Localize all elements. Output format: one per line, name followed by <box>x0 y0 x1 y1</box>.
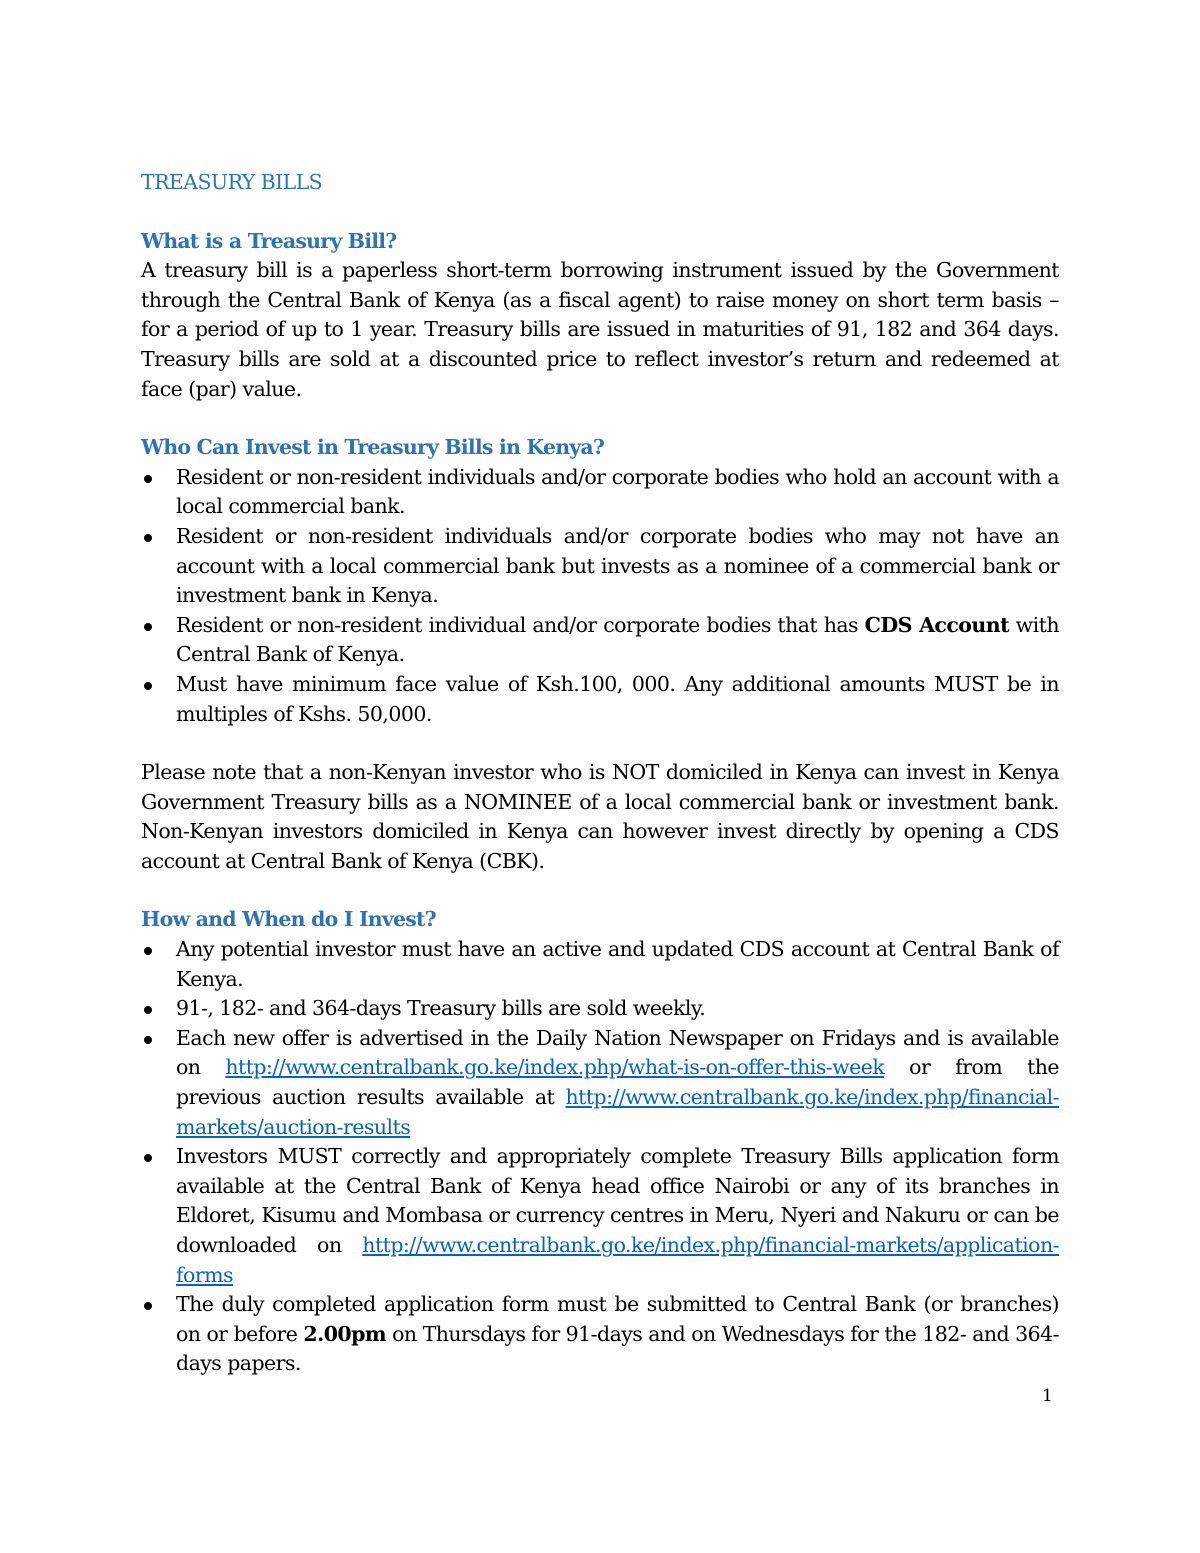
bullet-icon <box>144 623 152 631</box>
list-item-text: Any potential investor must have an active and updated CDS account at Central Bank of Kenya. <box>176 937 1059 991</box>
who-can-invest-list <box>141 463 1059 729</box>
heading-how-and-when: How and When do I Invest? <box>141 907 436 932</box>
list-item <box>141 670 1059 729</box>
list-item-text: Resident or non-resident individual and/or corporate bodies that has <box>176 612 865 637</box>
list-item-text: Must have minimum face value of Ksh.100, 000. Any additional amounts MUST be in multiples of Kshs. 50,000. <box>176 671 1059 726</box>
bullet-icon <box>144 1302 152 1310</box>
bullet-icon <box>144 1006 152 1014</box>
paragraph-note: Please note that a non-Kenyan investor who is NOT domiciled in Kenya can invest in Kenya Government Treasury bills as a NOMINEE of a local commercial bank or investment bank. Non-Kenyan investors domiciled in Kenya can however invest directly by opening a CDS account at Central Bank of Kenya (CBK). <box>141 760 1059 873</box>
spacer <box>141 729 1059 758</box>
bold-text: CDS Account <box>864 612 1010 637</box>
page-number: 1 <box>1042 1386 1053 1406</box>
list-item-text: Investors MUST correctly and appropriately complete Treasury Bills application form available at the Central Bank of Kenya head office Nairobi or any of its branches in Eldoret, Kisumu and Mombasa or currency centres in Meru, Nyeri and Nakuru or can be downloaded on <box>176 1144 1059 1257</box>
list-item <box>141 994 1059 1024</box>
how-to-invest-list <box>141 935 1059 1379</box>
list-item-text: Resident or non-resident individuals and/or corporate bodies who hold an account with a local commercial bank. <box>176 464 1059 519</box>
bullet-icon <box>144 947 152 955</box>
bullet-icon <box>144 1036 152 1044</box>
list-item-text: The duly completed application form must be submitted to Central Bank (or branches) on or before <box>176 1292 1059 1346</box>
bullet-icon <box>144 475 152 483</box>
heading-who-can-invest: Who Can Invest in Treasury Bills in Kenya? <box>141 435 605 460</box>
bullet-icon <box>144 534 152 542</box>
list-item-text: with Central Bank of Kenya. <box>176 612 1059 667</box>
paragraph-definition: A treasury bill is a paperless short-term borrowing instrument issued by the Government through the Central Bank of Kenya (as a fiscal agent) to raise money on short term basis – for a period of up to 1 year. Treasury bills are issued in maturities of 91, 182 and 364 days. Treasury bills are sold at a discounted price to reflect investor’s return and redeemed at face (par) value. <box>141 258 1059 401</box>
list-item-text: 91-, 182- and 364-days Treasury bills are sold weekly. <box>176 996 706 1021</box>
document-title: TREASURY BILLS <box>141 170 323 194</box>
list-item <box>141 935 1059 994</box>
bullet-icon <box>144 1154 152 1162</box>
heading-what-is-treasury-bill: What is a Treasury Bill? <box>141 228 397 253</box>
list-item <box>141 1024 1059 1142</box>
bold-text: 2.00pm <box>303 1321 387 1346</box>
list-item <box>141 1290 1059 1379</box>
list-item-text: Each new offer is advertised in the Daily Nation Newspaper on Fridays and is available on <box>176 1025 1059 1080</box>
auction-results-link[interactable]: http://www.centralbank.go.ke/index.php/financial-markets/auction-results <box>176 1085 1059 1139</box>
spacer <box>141 876 1059 905</box>
bullet-icon <box>144 682 152 690</box>
list-item <box>141 1142 1059 1290</box>
list-item-text: Resident or non-resident individuals and/or corporate bodies who may not have an account with a local commercial bank but invests as a nominee of a commercial bank or investment bank in Kenya. <box>176 523 1059 608</box>
list-item <box>141 463 1059 522</box>
spacer <box>141 404 1059 433</box>
list-item <box>141 522 1059 611</box>
list-item-text: on Thursdays for 91-days and on Wednesdays for the 182- and 364-days papers. <box>176 1321 1059 1376</box>
application-forms-link[interactable]: http://www.centralbank.go.ke/index.php/financial-markets/application-forms <box>176 1233 1059 1287</box>
document-page <box>141 168 1059 1379</box>
list-item <box>141 611 1059 670</box>
offer-this-week-link[interactable]: http://www.centralbank.go.ke/index.php/what-is-on-offer-this-week <box>225 1055 885 1080</box>
list-item-text: or from the previous auction results available at <box>176 1055 1059 1110</box>
